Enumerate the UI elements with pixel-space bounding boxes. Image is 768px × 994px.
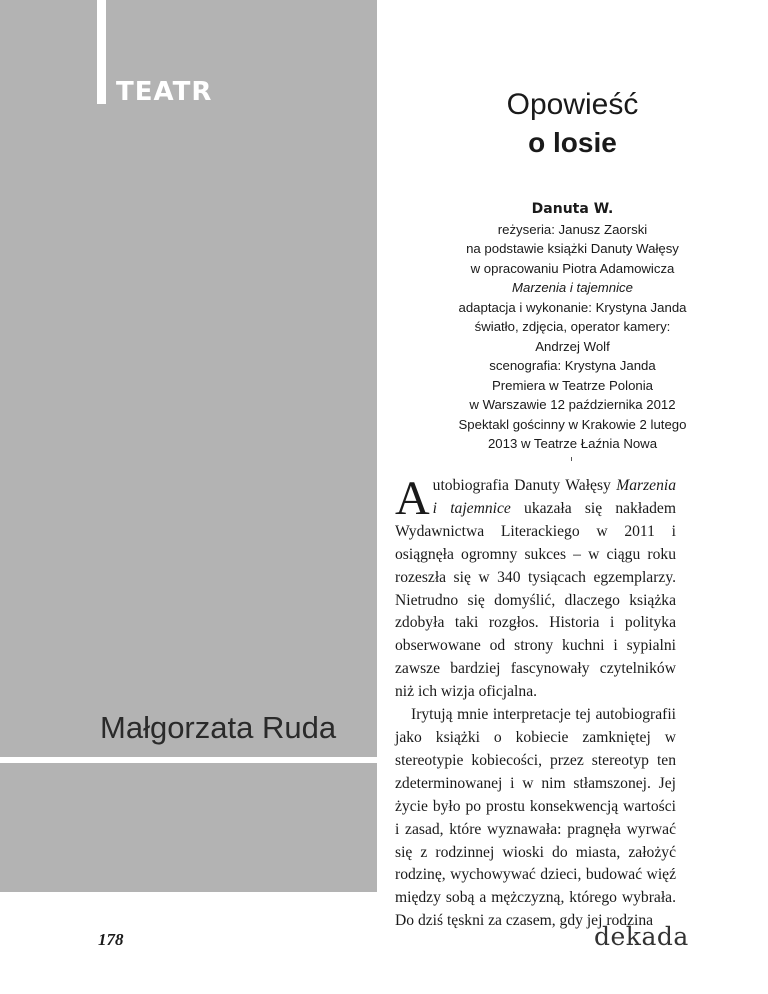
credits-line: Spektakl gościnny w Krakowie 2 lutego bbox=[458, 416, 687, 432]
section-label: TEATR bbox=[116, 77, 213, 107]
paragraph-text: ukazała się nakładem Wydawnictwa Literackiego w 2011 i osiągnęła ogromny sukces – w ciągu roku rozeszła się w 340 tysiącach egzemplarzy. Nietrudno się domyślić, dlaczego książka zdobyła taki rozgłos. Historia i polityka obserwowane od strony kuchni i sypialni zawsze bardziej fascynowały czytelników niż ich wizja oficjalna. bbox=[395, 499, 676, 701]
credits-book-title: Marzenia i tajemnice bbox=[512, 280, 633, 295]
credits-line: scenografia: Krystyna Janda bbox=[489, 358, 656, 373]
credits-line: Andrzej Wolf bbox=[535, 338, 610, 354]
paragraph bbox=[395, 472, 676, 704]
article-title bbox=[377, 86, 768, 162]
author-divider bbox=[0, 757, 377, 763]
brand-logo: dekada bbox=[594, 922, 689, 951]
section-marker-bar bbox=[97, 0, 106, 104]
book-title: Marzenia i tajemnice bbox=[432, 477, 676, 517]
credits-block bbox=[377, 200, 768, 454]
paragraph-text: utobiografia Danuty Wałęsy bbox=[432, 477, 617, 494]
page-number: 178 bbox=[98, 930, 124, 949]
title-line-2: o losie bbox=[528, 127, 617, 158]
paragraph: Irytują mnie interpretacje tej autobiografii jako książki o kobiecie zamkniętej w stereotypie kobiecości, przez stereotyp ten zdeterminowanej i w nim stłamszonej. Jej życie było po prostu konsekwencją wartości i zasad, które wyznawała: pragnęła wyrwać się z rodzinnej wioski do miasta, założyć rodzinę, wychowywać dzieci, budować więź między sobą a mężczyzną, którego wybrała. Do dziś tęskni za czasem, gdy jej rodzina bbox=[395, 706, 676, 930]
credits-line: reżyseria: Janusz Zaorski bbox=[497, 221, 648, 237]
credits-line: na podstawie książki Danuty Wałęsy bbox=[466, 241, 679, 256]
drop-cap: A bbox=[395, 472, 430, 525]
separator-tick bbox=[571, 457, 572, 461]
credits-title: Danuta W. bbox=[531, 201, 614, 217]
credits-line: światło, zdjęcia, operator kamery: bbox=[474, 319, 671, 334]
title-line-1: Opowieść bbox=[506, 88, 639, 121]
credits-line: 2013 w Teatrze Łaźnia Nowa bbox=[487, 436, 658, 451]
article-body bbox=[395, 472, 676, 933]
author-name: Małgorzata Ruda bbox=[100, 710, 337, 745]
credits-line: w opracowaniu Piotra Adamowicza bbox=[470, 260, 675, 276]
credits-line: Premiera w Teatrze Polonia bbox=[491, 377, 653, 393]
credits-line: adaptacja i wykonanie: Krystyna Janda bbox=[458, 299, 687, 315]
credits-line: w Warszawie 12 października 2012 bbox=[469, 397, 676, 412]
